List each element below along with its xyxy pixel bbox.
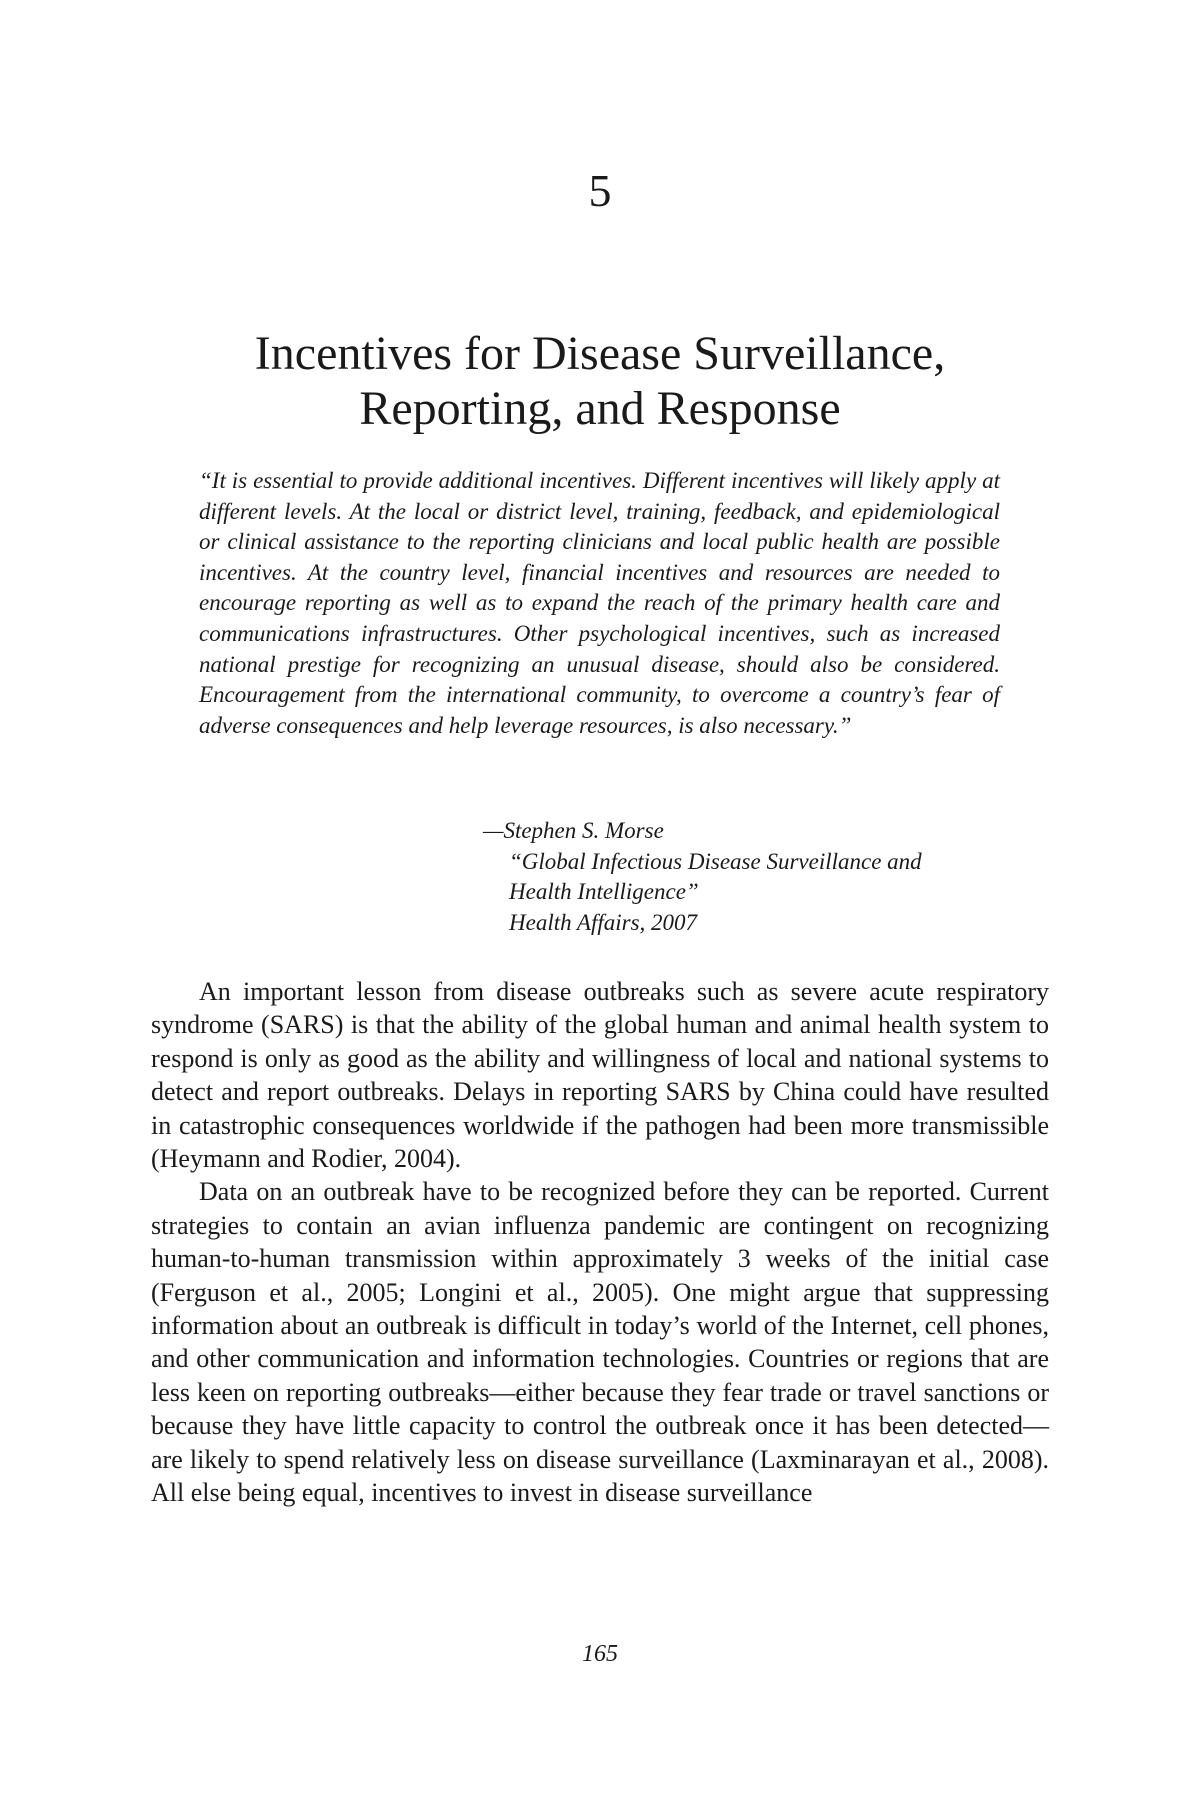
- page-number: 165: [582, 1641, 618, 1667]
- chapter-number: 5: [588, 165, 612, 216]
- chapter-title-line-2: Reporting, and Response: [359, 382, 841, 435]
- body-text: [151, 975, 1049, 1510]
- chapter-title-line-1: Incentives for Disease Surveillance,: [254, 327, 946, 380]
- chapter-title: [150, 326, 1050, 436]
- body-paragraph: Data on an outbreak have to be recognized before they can be reported. Current strategies to contain an avian influenza pandemic are contingent on recognizing human-to-human transmission within approximately 3 weeks of the initial case (Ferguson et al., 2005; Longini et al., 2005). One might argue that suppressing information about an outbreak is difficult in today’s world of the Internet, cell phones, and other communication and information technologies. Countries or regions that are less keen on reporting outbreaks—either because they fear trade or travel sanctions or because they have little capacity to control the outbreak once it has been detected—are likely to spend relatively less on disease surveillance (Laxminarayan et al., 2008). All else being equal, incentives to invest in disease surveillance: [151, 1177, 1049, 1508]
- body-paragraph: An important lesson from disease outbreaks such as severe acute respiratory syndrome (SARS) is that the ability of the global human and animal health system to respond is only as good as the ability and willingness of local and national systems to detect and report outbreaks. Delays in reporting SARS by China could have resulted in catastrophic consequences worldwide if the pathogen had been more transmissible (Heymann and Rodier, 2004).: [151, 977, 1049, 1174]
- epigraph-source-line-1: “Global Infectious Disease Surveillance and: [509, 848, 922, 874]
- epigraph-author: —Stephen S. Morse: [483, 818, 664, 843]
- epigraph-source-line-2: Health Intelligence”: [509, 879, 699, 904]
- epigraph-source-line-3: Health Affairs, 2007: [509, 909, 698, 935]
- epigraph-quote: “It is essential to provide additional incentives. Different incentives will likely apply at different levels. At the local or district level, training, feedback, and epidemiological or clinical assistance to the reporting clinicians and local public health are possible incentives. At the country level, financial incentives and resources are needed to encourage reporting as well as to expand the reach of the primary health care and communications infrastructures. Other psychological incentives, such as increased national prestige for recognizing an unusual disease, should also be considered. Encouragement from the international community, to overcome a country’s fear of adverse consequences and help leverage resources, is also necessary.”: [199, 468, 1000, 738]
- epigraph-attribution: [483, 816, 1023, 938]
